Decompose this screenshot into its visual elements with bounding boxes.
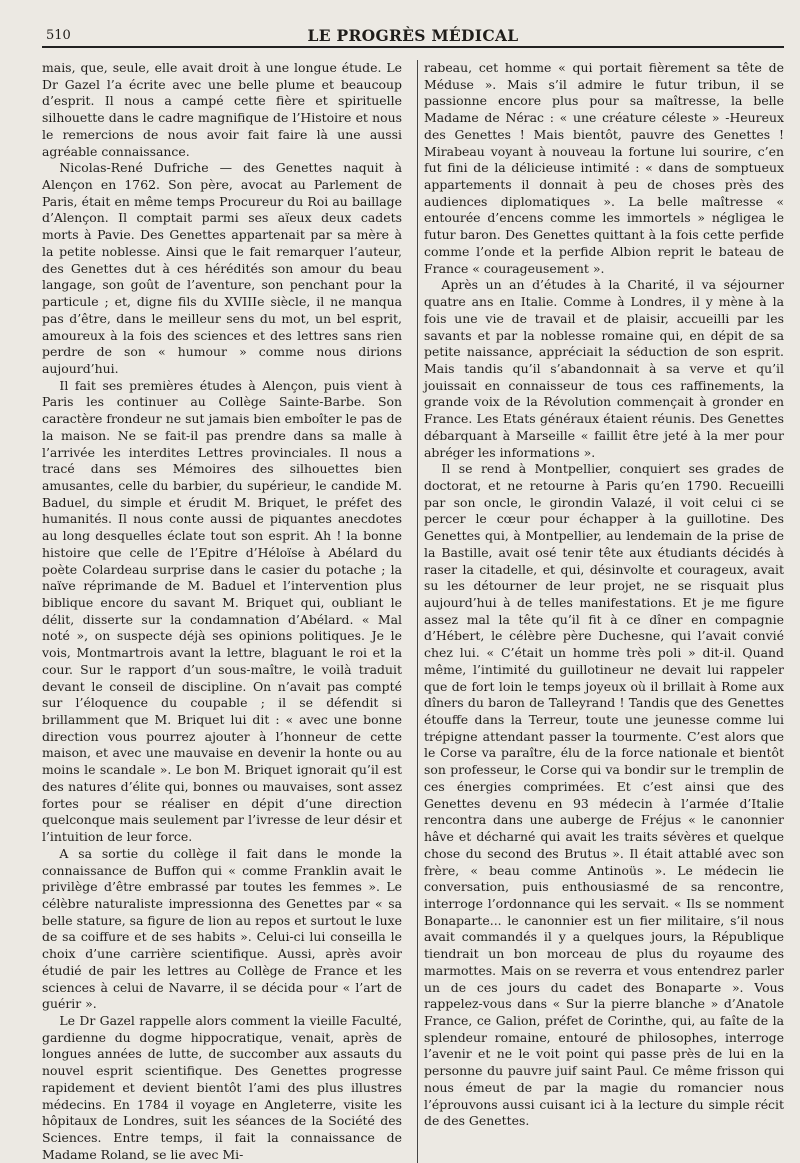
paragraph: Il fait ses premières études à Alençon, puis vient à Paris les continuer au Collège Sainte-Barbe. Son caractère frondeur ne sut jamais bien emboîter le pas de la maison. Ne se fait-il pas prendre dans sa malle à l’arrivée les interdites Lettres provinciales. Il nous a tracé dans ses Mémoires des silhouettes bien amusantes, celle du barbier, du supérieur, le candide M. Baduel, du simple et érudit M. Briquet, le préfet des humanités. Il nous conte aussi de piquantes anecdotes au long desquelles éclate tout son esprit. Ah ! la bonne histoire que celle de l’Epitre d’Héloïse à Abélard du poète Colardeau surprise dans le casier du potache ; la naïve réprimande de M. Baduel et l’intervention plus biblique encore du savant M. Briquet qui, oubliant le délit, disserte sur la condamnation d’Abélard. « Mal noté », on suspecte déjà ses opinions politiques. Je le vois, Montmartrois avant la lettre, blaguant le roi et la cour. Sur le rapport d’un sous-maître, le voilà traduit devant le conseil de discipline. On n’avait pas compté sur l’éloquence du coupable ; il se défendit si brillamment que M. Briquet lui dit : « avec une bonne direction vous pourrez ajouter à l’honneur de cette maison, et avec une mauvaise en devenir la honte ou au moins le scandale ». Le bon M. Briquet ignorait qu’il est des natures d’élite qui, bonnes ou mauvaises, sont assez fortes pour se réaliser en dépit d’une direction quelconque mais seulement par l’ivresse de leur désir et l’intuition de leur force. <box>42 377 402 845</box>
paragraph: Il se rend à Montpellier, conquiert ses grades de doctorat, et ne retourne à Paris qu’en 1790. Recueilli par son oncle, le girondin Valazé, il voit celui ci se percer le cœur pour échapper à la guillotine. Des Genettes qui, à Montpellier, au lendemain de la prise de la Bastille, avait osé tenir tête aux étudiants décidés à raser la citadelle, et qui, désinvolte et courageux, avait su les détourner de leur projet, ne se risquait plus aujourd’hui à de telles manifestations. Et je me figure assez mal la tête qu’il fit à ce dîner en compagnie d’Hébert, le célèbre père Duchesne, qui l’avait convié chez lui. « C’était un homme très poli » dit-il. Quand même, l’intimité du guillotineur ne devait lui rappeler que de fort loin le temps joyeux où il brillait à Rome aux dîners du baron de Talleyrand ! Tandis que des Genettes étouffe dans la Terreur, toute une jeunesse comme lui trépigne attendant passer la tourmente. C’est alors que le Corse va paraître, élu de la force nationale et bientôt son professeur, le Corse qui va bondir sur le tremplin de ces énergies comprimées. Et c’est ainsi que des Genettes devenu en 93 médecin à l’armée d’Italie rencontra dans une auberge de Fréjus « le canonnier hâve et décharné qui avait les traits sévères et quelque chose du second des Brutus ». Il était attablé avec son frère, « beau comme Antinoüs ». Le médecin lie conversation, puis enthousiasmé de sa rencontre, interroge l’ordonnance qui les servait. « Ils se nomment Bonaparte... le canonnier est un fier militaire, s’il nous avait commandés il y a quelques jours, la République tiendrait un bon morceau de plus du royaume des marmottes. Mais on se reverra et vous entendrez parler un de ces jours du cadet des Bonaparte ». Vous rappelez-vous dans « Sur la pierre blanche » d’Anatole France, ce Galion, préfet de Corinthe, qui, au faîte de la splendeur romaine, entouré de philosophes, interroge l’avenir et ne le voit point qui passe près de lui en la personne du pauvre juif saint Paul. Ce même frisson qui nous émeut de par la magie du romancier nous l’éprouvons aussi cuisant ici à la lecture du simple récit de des Genettes. <box>424 461 784 1129</box>
paragraph: Après un an d’études à la Charité, il va séjourner quatre ans en Italie. Comme à Londres, il y mène à la fois une vie de travail et de plaisir, accueilli par les savants et par la noblesse romaine qui, en dépit de sa petite naissance, appréciait la séduction de son esprit. Mais tandis qu’il s’abandonnait à sa verve et qu’il jouissait en connaisseur de tous ces raffinements, la grande voix de la Révolution commençait à gronder en France. Les Etats généraux étaient réunis. Des Genettes débarquant à Marseille « faillit être jeté à la mer pour abréger les informations ». <box>424 277 784 460</box>
column-divider <box>417 60 418 1163</box>
paragraph: Nicolas-René Dufriche — des Genettes naquit à Alençon en 1762. Son père, avocat au Parlement de Paris, était en même temps Procureur du Roi au baillage d’Alençon. Il comptait parmi ses aïeux deux cadets morts à Pavie. Des Genettes appartenait par sa mère à la petite noblesse. Ainsi que le fait remarquer l’auteur, des Genettes dut à ces hérédités son amour du beau langage, son goût de l’aventure, son penchant pour la particule ; et, digne fils du XVIIIe siècle, il ne manqua pas d’être, dans le meilleur sens du mot, un bel esprit, amoureux à la fois des sciences et des lettres sans rien perdre de son « humour » comme nous dirions aujourd’hui. <box>42 160 402 376</box>
paragraph: rabeau, cet homme « qui portait fièrement sa tête de Méduse ». Mais s’il admire le futur tribun, il se passionne encore plus pour sa maîtresse, la belle Madame de Nérac : « une créature céleste » -Heureux des Genettes ! Mais bientôt, pauvre des Genettes ! Mirabeau voyant à nouveau la fortune lui sourire, c’en fut fini de la délicieuse intimité : « dans de somptueux appartements il donnait à peu de choses près des audiences diplomatiques ». La belle maîtresse « entourée d’encens comme les immortels » négligea le futur baron. Des Genettes quittant à la fois cette perfide comme l’onde et la perfide Albion reprit le bateau de France « courageusement ». <box>424 60 784 276</box>
page-number: 510 <box>46 28 71 43</box>
left-column <box>42 60 402 1163</box>
journal-title: LE PROGRÈS MÉDICAL <box>307 26 519 45</box>
right-column <box>424 60 784 1163</box>
paragraph: A sa sortie du collège il fait dans le monde la connaissance de Buffon qui « comme Franklin avait le privilège d’être embrassé par toutes les femmes ». Le célèbre naturaliste impressionna des Genettes par « sa belle stature, sa figure de lion au repos et surtout le luxe de sa coiffure et de ses habits ». Celui-ci lui conseilla le choix d’une carrière scientifique. Aussi, après avoir étudié de pair les lettres au Collège de France et les sciences à celui de Navarre, il se décida pour « l’art de guérir ». <box>42 845 402 1012</box>
page-header <box>42 24 784 48</box>
paragraph: Le Dr Gazel rappelle alors comment la vieille Faculté, gardienne du dogme hippocratique, venait, après de longues années de lutte, de succomber aux assauts du nouvel esprit scientifique. Des Genettes progresse rapidement et devient bientôt l’ami des plus illustres médecins. En 1784 il voyage en Angleterre, visite les hôpitaux de Londres, suit les séances de la Société des Sciences. Entre temps, il fait la connaissance de Madame Roland, se lie avec Mi- <box>42 1012 402 1162</box>
paragraph: mais, que, seule, elle avait droit à une longue étude. Le Dr Gazel l’a écrite avec une belle plume et beaucoup d’esprit. Il nous a campé cette fière et spirituelle silhouette dans le cadre magnifique de l’Histoire et nous le remercions de nous avoir fait faire là une aussi agréable connaissance. <box>42 60 402 159</box>
article-columns <box>42 60 784 1163</box>
